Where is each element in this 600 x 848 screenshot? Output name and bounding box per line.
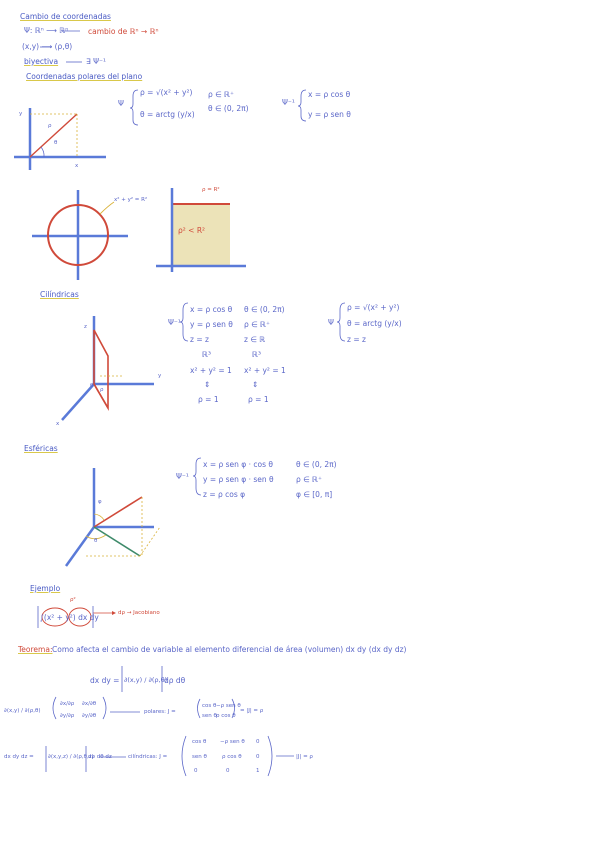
cil-col-b-2: x² + y² = 1 — [244, 366, 286, 375]
teorema-formula-lhs: dx dy = — [90, 676, 120, 685]
cil-j-label: cilíndricas: J = — [128, 754, 168, 760]
esf-prefix: Ψ⁻¹ — [176, 472, 189, 481]
pol-m12: −ρ sen θ — [216, 703, 241, 709]
jac-m12: ∂x/∂θ — [82, 701, 97, 707]
cil-m21: sen θ — [192, 754, 207, 760]
cil-col-b-3: ⇕ — [252, 380, 259, 389]
cil-col-b-1: ℝ³ — [252, 350, 261, 359]
cil-eq-3: z = z — [190, 335, 209, 344]
vol-lhs: dx dy dz = — [4, 754, 34, 760]
cil-axis-z: z — [84, 324, 87, 330]
cil-m11: cos θ — [192, 739, 207, 745]
polares-inv-prefix: Ψ⁻¹ — [282, 98, 295, 107]
esf-eq-1: x = ρ sen φ · cos θ — [203, 460, 273, 469]
cil-col-b-4: ρ = 1 — [248, 395, 269, 404]
polares-theta-dom: θ ∈ (0, 2π) — [208, 104, 249, 113]
cil-inv-3: z = z — [347, 335, 366, 344]
polares-map-symbol: Ψ — [118, 99, 124, 108]
cil-dom-3: z ∈ ℝ — [244, 335, 266, 344]
esf-dom-3: φ ∈ [0, π] — [296, 490, 333, 499]
cil-label-rho: ρ — [100, 387, 104, 393]
cil-axis-x: x — [56, 421, 60, 427]
cil-col-a-3: ⇕ — [204, 380, 211, 389]
ejemplo-expr: ∫(x² + y²) dx dy — [40, 613, 99, 622]
polar-label-rho: ρ — [48, 123, 52, 129]
cil-dom-2: ρ ∈ ℝ⁺ — [244, 320, 270, 329]
cil-axis-y: y — [158, 373, 162, 379]
cambio-title: Cambio de coordenadas — [20, 12, 111, 21]
esf-label-phi: φ — [98, 499, 102, 505]
polar-axes-figure — [14, 108, 106, 170]
polares-rho-eq: ρ = √(x² + y²) — [140, 88, 193, 97]
cylindrical-figure — [62, 316, 154, 420]
cil-m22: ρ cos θ — [222, 754, 242, 760]
cil-inv-prefix: Ψ — [328, 318, 334, 327]
teorema-text: Como afecta el cambio de variable al elemento diferencial de área (volumen) dx dy (dx dy dz) — [52, 645, 407, 654]
circle-label: x² + y² = R² — [114, 197, 148, 203]
vol-det: ∂(x,y,z) / ∂(ρ,θ,z) — [48, 754, 94, 760]
esf-eq-2: y = ρ sen φ · sen θ — [203, 475, 274, 484]
rect-top-label: ρ = R² — [202, 187, 220, 193]
ejemplo-annot: ρ² — [70, 597, 76, 603]
cil-m23: 0 — [256, 754, 260, 760]
cil-m12: −ρ sen θ — [220, 739, 245, 745]
cil-inv-1: ρ = √(x² + y²) — [347, 303, 400, 312]
pol-m11: cos θ — [202, 703, 217, 709]
polares-result: = |J| = ρ — [240, 708, 264, 714]
cil-col-a-1: ℝ³ — [202, 350, 211, 359]
esf-dom-1: θ ∈ (0, 2π) — [296, 460, 337, 469]
polares-theta-eq: θ = arctg (y/x) — [140, 110, 195, 119]
teorema-title: Teorema: — [18, 645, 53, 654]
teorema-formula-rhs: dρ dθ — [164, 676, 186, 685]
polares-j-label: polares: J = — [144, 709, 176, 715]
polar-label-x: x — [75, 163, 79, 169]
cil-dom-1: θ ∈ (0, 2π) — [244, 305, 285, 314]
polar-label-theta: θ — [54, 140, 58, 146]
cil-m31: 0 — [194, 768, 198, 774]
ejemplo-title: Ejemplo — [30, 584, 61, 593]
polares-y-eq: y = ρ sen θ — [308, 110, 351, 119]
esf-dom-2: ρ ∈ ℝ⁺ — [296, 475, 322, 484]
pol-m22: ρ cos θ — [216, 713, 236, 719]
esf-label-theta: θ — [94, 538, 98, 544]
cil-label-theta: θ — [90, 383, 94, 389]
teorema-formula-det: ∂(x,y) / ∂(ρ,θ) — [124, 676, 168, 684]
cambio-line1: Ψ: ℝⁿ ⟶ ℝⁿ — [24, 26, 69, 35]
cil-prefix: Ψ⁻¹ — [168, 318, 181, 327]
rect-inner-label: ρ² < R² — [178, 226, 206, 235]
jac-m21: ∂y/∂ρ — [60, 713, 75, 719]
polares-rho-dom: ρ ∈ ℝ⁺ — [208, 90, 234, 99]
spherical-figure — [66, 468, 160, 566]
polares-x-eq: x = ρ cos θ — [308, 90, 351, 99]
bracket-strokes — [38, 90, 345, 776]
pol-m21: sen θ — [202, 713, 217, 719]
cambio-biyectiva: biyectiva — [24, 57, 59, 66]
polar-label-y: y — [19, 111, 23, 117]
vol-rhs: dρ dθ dz — [88, 754, 112, 760]
cil-eq-2: y = ρ sen θ — [190, 320, 233, 329]
cil-m33: 1 — [256, 768, 260, 774]
esf-eq-3: z = ρ cos φ — [203, 490, 246, 499]
esfericas-title: Esféricas — [24, 444, 58, 453]
jac-m11: ∂x/∂ρ — [60, 701, 75, 707]
polares-title: Coordenadas polares del plano — [26, 72, 143, 81]
jac-lhs: ∂(x,y) / ∂(ρ,θ) — [4, 708, 41, 714]
cil-m13: 0 — [256, 739, 260, 745]
cambio-note: cambio de ℝⁿ → ℝⁿ — [88, 27, 159, 36]
cil-m32: 0 — [226, 768, 230, 774]
cil-result: |J| = ρ — [296, 754, 313, 760]
cil-col-a-4: ρ = 1 — [198, 395, 219, 404]
cilindricas-title: Cilíndricas — [40, 290, 79, 299]
cambio-inverse: ∃ Ψ⁻¹ — [86, 57, 106, 66]
cil-eq-1: x = ρ cos θ — [190, 305, 233, 314]
cil-inv-2: θ = arctg (y/x) — [347, 319, 402, 328]
jac-m22: ∂y/∂θ — [82, 713, 97, 719]
ejemplo-arrow-note: dρ → Jacobiano — [118, 610, 160, 616]
cil-col-a-2: x² + y² = 1 — [190, 366, 232, 375]
cambio-line2: (x,y) ⟶ (ρ,θ) — [22, 42, 73, 51]
